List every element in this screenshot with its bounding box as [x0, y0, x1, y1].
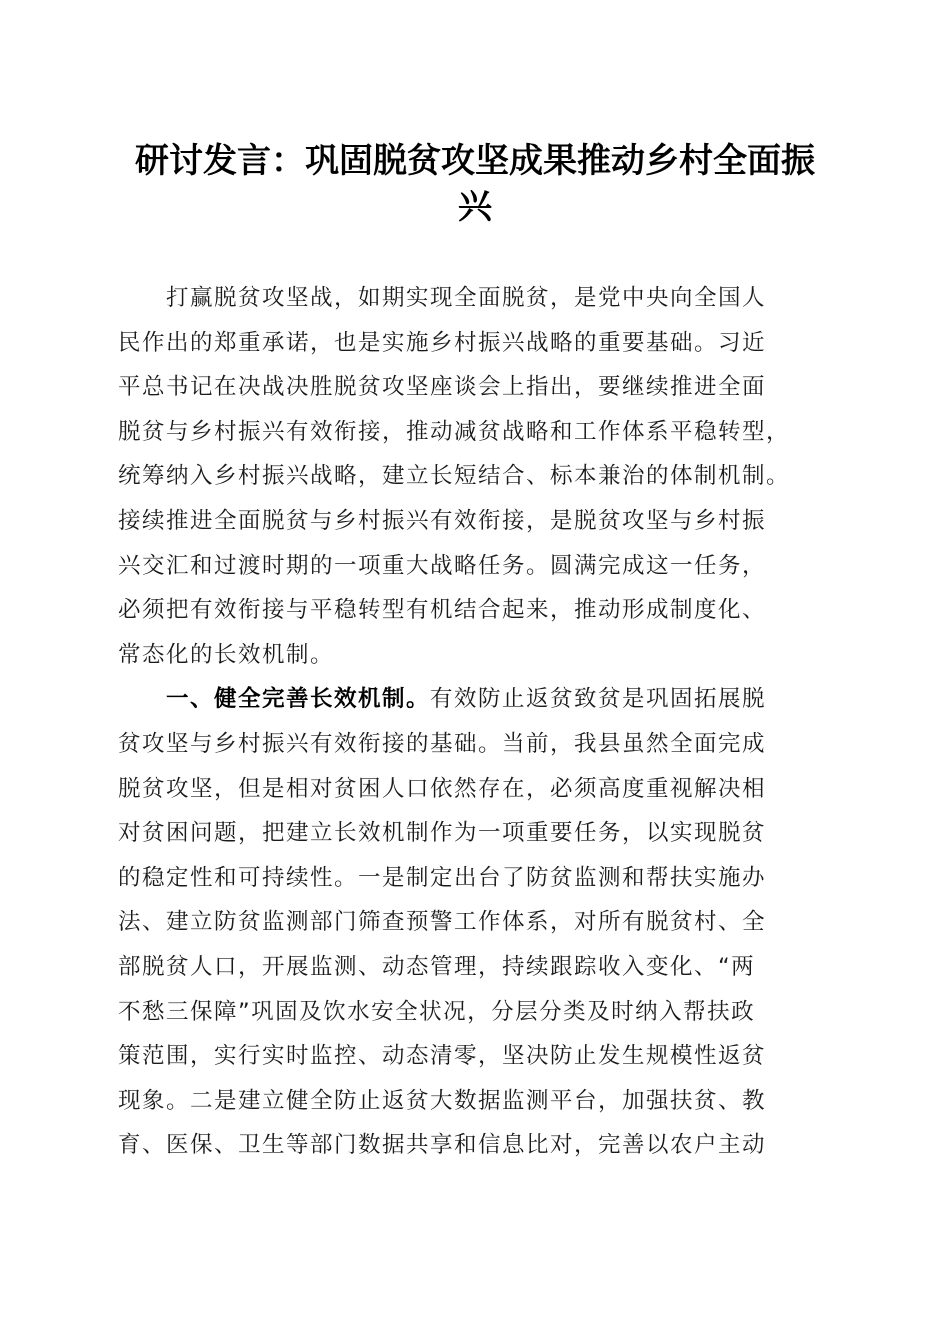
paragraph-2-first-line [118, 677, 838, 722]
paragraph-1-line: 接续推进全面脱贫与乡村振兴有效衔接，是脱贫攻坚与乡村振 [118, 507, 767, 534]
paragraph-1-line: 平总书记在决战决胜脱贫攻坚座谈会上指出，要继续推进全面 [118, 374, 767, 401]
paragraph-1-line: 打赢脱贫攻坚战，如期实现全面脱贫，是党中央向全国人 [166, 285, 767, 311]
paragraph-1-line: 必须把有效衔接与平稳转型有机结合起来，推动形成制度化、 [118, 597, 767, 624]
paragraph-2-line: 育、医保、卫生等部门数据共享和信息比对，完善以农户主动 [118, 1132, 767, 1159]
paragraph-1-line: 兴交汇和过渡时期的一项重大战略任务。圆满完成这一任务， [118, 552, 767, 579]
paragraph-2-line: 贫攻坚与乡村振兴有效衔接的基础。当前，我县虽然全面完成 [118, 730, 767, 757]
section-heading: 一、健全完善长效机制。 [166, 686, 431, 713]
paragraph-1-line: 脱贫与乡村振兴有效衔接，推动减贫战略和工作体系平稳转型， [118, 418, 791, 445]
paragraph-2-line: 部脱贫人口，开展监测、动态管理，持续跟踪收入变化、“两 [118, 953, 756, 980]
paragraph-2-line: 现象。二是建立健全防止返贫大数据监测平台，加强扶贫、教 [118, 1087, 767, 1114]
paragraph-1-line: 民作出的郑重承诺，也是实施乡村振兴战略的重要基础。习近 [118, 329, 767, 356]
document-title-line-1: 研讨发言：巩固脱贫攻坚成果推动乡村全面振 [135, 141, 815, 181]
paragraph-2-line: 策范围，实行实时监控、动态清零，坚决防止发生规模性返贫 [118, 1043, 767, 1070]
paragraph-2-line: 对贫困问题，把建立长效机制作为一项重要任务，以实现脱贫 [118, 820, 767, 847]
paragraph-1-line: 常态化的长效机制。 [118, 641, 335, 668]
paragraph-2-line: 的稳定性和可持续性。一是制定出台了防贫监测和帮扶实施办 [118, 864, 767, 891]
paragraph-2-line: 法、建立防贫监测部门筛查预警工作体系，对所有脱贫村、全 [118, 909, 767, 936]
document-title-line-2: 兴 [458, 187, 492, 227]
document-body [118, 276, 838, 1168]
paragraph-2-line: 脱贫攻坚，但是相对贫困人口依然存在，必须高度重视解决相 [118, 775, 767, 802]
paragraph-2-first-line-rest: 有效防止返贫致贫是巩固拓展脱 [430, 686, 767, 713]
paragraph-2-line: 不愁三保障”巩固及饮水安全状况，分层分类及时纳入帮扶政 [118, 998, 756, 1025]
paragraph-1-line: 统筹纳入乡村振兴战略，建立长短结合、标本兼治的体制机制。 [118, 463, 791, 490]
